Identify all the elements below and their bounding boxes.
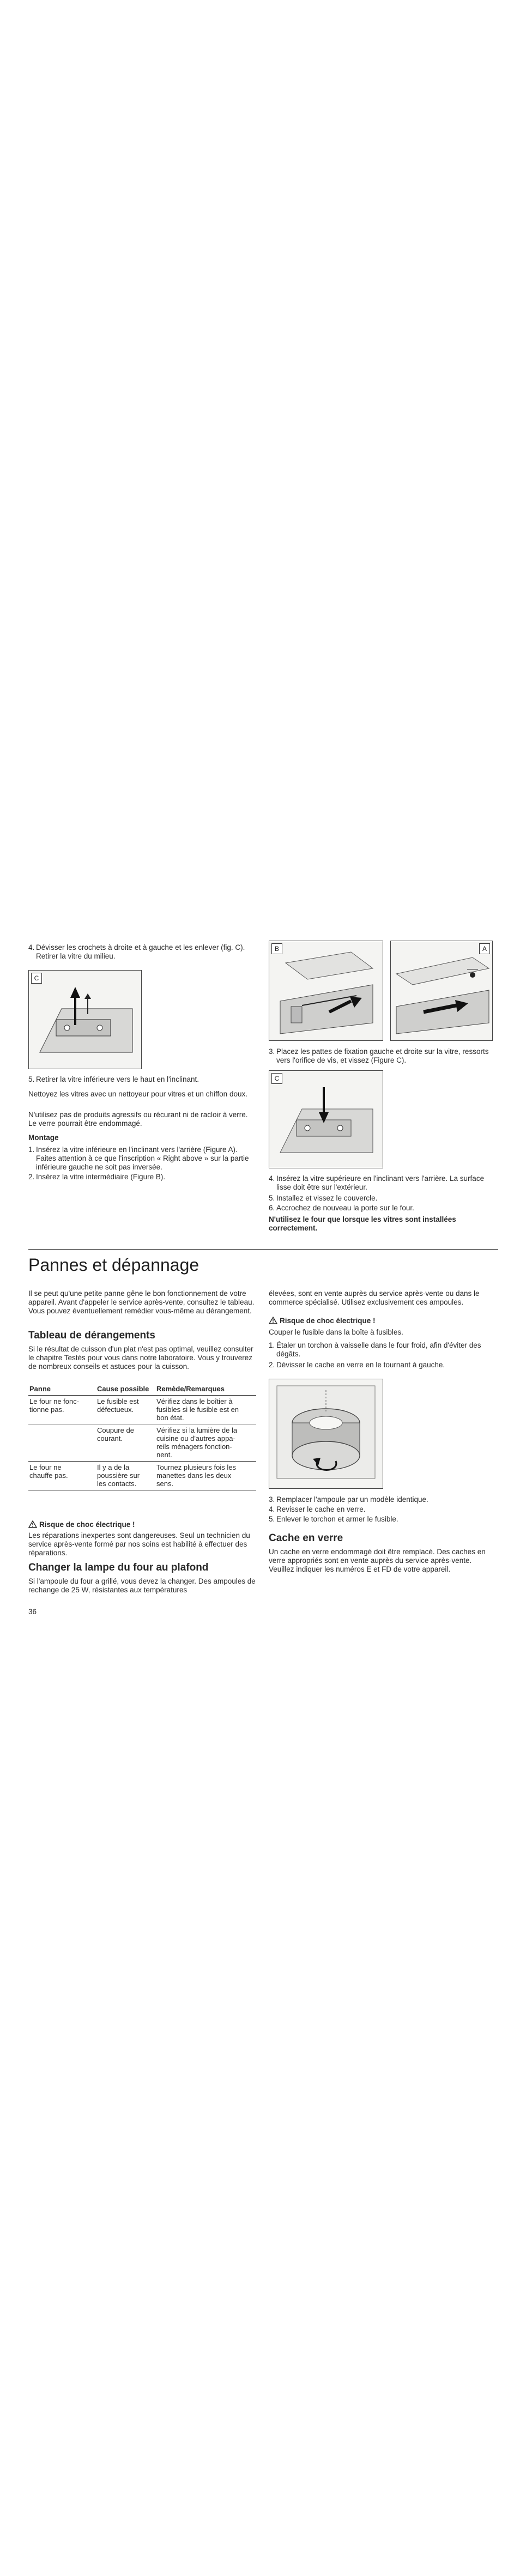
table-cell: Le fusible est défectueux. xyxy=(96,1396,155,1425)
lamp-cover-illustration xyxy=(269,1379,383,1488)
step-text: Accrochez de nouveau la porte sur le four. xyxy=(276,1204,414,1212)
step-number: 5. xyxy=(269,1515,275,1523)
warning-text: Couper le fusible dans la boîte à fusibles. xyxy=(269,1328,403,1336)
warning-electric-2 xyxy=(269,1317,498,1325)
intro-text: Il se peut qu'une petite panne gêne le bon fonctionnement de votre appareil. Avant d'appeler le service après-vente, consultez le tableau. Vous pouvez éventuellement remédier vous-même au dérangement. xyxy=(28,1289,255,1315)
table-cell: Tournez plusieurs fois les manettes dans les deux sens. xyxy=(155,1462,256,1490)
lower-pane-illustration xyxy=(391,941,492,1040)
montage-heading: Montage xyxy=(28,1134,59,1142)
step-text: Dévisser le cache en verre en le tournant à gauche. xyxy=(276,1361,445,1369)
disassembly-step-5 xyxy=(28,1075,256,1084)
table-intro: Si le résultat de cuisson d'un plat n'est pas optimal, veuillez consulter le chapitre Testés pour vous dans notre laboratoire. Vous y trouverez de nombreux conseils et astuces pour la cuisson. xyxy=(28,1345,253,1371)
middle-pane-illustration xyxy=(269,941,383,1040)
figure-label: C xyxy=(271,1073,282,1084)
step-text: Étaler un torchon à vaisselle dans le four froid, afin d'éviter des dégâts. xyxy=(276,1341,481,1358)
step-number: 3. xyxy=(269,1047,275,1056)
figure-label: C xyxy=(31,973,42,984)
warning-triangle-icon xyxy=(28,1520,37,1528)
figure-lamp-cover xyxy=(269,1379,383,1489)
table-row xyxy=(28,1462,256,1490)
figure-c-fixing-tabs xyxy=(269,1070,383,1168)
step-text: Insérez la vitre intermédiaire (Figure B). xyxy=(36,1173,166,1181)
step-text: Dévisser les crochets à droite et à gauche et les enlever (fig. C). Retirer la vitre du milieu. xyxy=(36,943,245,960)
step-number: 4. xyxy=(28,943,35,951)
fault-table xyxy=(28,1383,256,1490)
lamp-step-3 xyxy=(269,1495,498,1504)
figure-label: A xyxy=(479,943,490,954)
lamp-step-4 xyxy=(269,1505,498,1514)
table-row xyxy=(28,1396,256,1425)
table-heading: Tableau de dérangements xyxy=(28,1330,155,1341)
assembly-step-4 xyxy=(269,1174,498,1192)
montage-step-2 xyxy=(28,1173,256,1181)
step-number: 4. xyxy=(269,1505,275,1513)
cleaning-warning: N'utilisez pas de produits agressifs ou récurant ni de racloir à verre. Le verre pourrait être endommagé. xyxy=(28,1111,248,1128)
table-cell: Coupure de courant. xyxy=(96,1425,155,1462)
warning-text: Les réparations inexpertes sont dangereuses. Seul un technicien du service après-vente formé par nos soins est habilité à effectuer des réparations. xyxy=(28,1531,250,1557)
assembly-step-6 xyxy=(269,1204,498,1213)
figure-label: B xyxy=(271,943,282,954)
warning-title: Risque de choc électrique ! xyxy=(39,1520,135,1529)
warning-title: Risque de choc électrique ! xyxy=(280,1317,376,1325)
step-text: Enlever le torchon et armer le fusible. xyxy=(276,1515,398,1523)
step-number: 2. xyxy=(28,1173,35,1181)
assembly-step-3 xyxy=(269,1047,498,1065)
figure-a-lower-pane xyxy=(390,941,493,1041)
table-cell xyxy=(28,1425,96,1462)
step-text: Insérez la vitre supérieure en l'inclinant vers l'arrière. La surface lisse doit être sur l'extérieur. xyxy=(276,1174,485,1191)
table-row xyxy=(28,1425,256,1462)
assembly-note: N'utilisez le four que lorsque les vitres sont installées correctement. xyxy=(269,1215,456,1232)
step-number: 5. xyxy=(28,1075,35,1083)
section-divider xyxy=(28,1249,498,1250)
step-text: Retirer la vitre inférieure vers le haut en l'inclinant. xyxy=(36,1075,199,1083)
step-number: 6. xyxy=(269,1204,275,1212)
lamp-text-continued: élevées, sont en vente auprès du service après-vente ou dans le commerce spécialisé. Utilisez exclusivement ces ampoules. xyxy=(269,1289,480,1306)
cache-text: Un cache en verre endommagé doit être remplacé. Des caches en verre appropriés sont en vente auprès du service après-vente. Veuillez indiquer les numéros E et FD de votre appareil. xyxy=(269,1548,486,1573)
header-fault: Panne xyxy=(28,1383,96,1396)
header-remedy: Remède/Remarques xyxy=(155,1383,256,1396)
lamp-step-2 xyxy=(269,1361,498,1369)
table-cell: Vérifiez si la lumière de la cuisine ou d'autres appa- reils ménagers fonction- nent. xyxy=(155,1425,256,1462)
table-cell: Le four ne fonc- tionne pas. xyxy=(28,1396,96,1425)
step-text: Insérez la vitre inférieure en l'inclinant vers l'arrière (Figure A). Faites attention à ce que l'inscription « Right above » sur la partie inférieure gauche ne soit pas inversée. xyxy=(36,1145,249,1171)
step-text: Placez les pattes de fixation gauche et droite sur la vitre, ressorts vers l'orifice de vis, et vissez (Figure C). xyxy=(276,1047,489,1064)
step-number: 2. xyxy=(269,1361,275,1369)
lamp-step-5 xyxy=(269,1515,498,1524)
table-cell: Le four ne chauffe pas. xyxy=(28,1462,96,1490)
step-text: Revisser le cache en verre. xyxy=(276,1505,366,1513)
page-number: 36 xyxy=(28,1608,37,1616)
assembly-step-5 xyxy=(269,1194,498,1203)
warning-triangle-icon xyxy=(269,1317,277,1324)
montage-step-1 xyxy=(28,1145,256,1172)
lamp-text: Si l'ampoule du four a grillé, vous devez la changer. Des ampoules de rechange de 25 W, résistantes aux températures xyxy=(28,1577,256,1594)
figure-b-middle-pane xyxy=(269,941,383,1041)
disassembly-step-4 xyxy=(28,943,256,961)
section-title: Pannes et dépannage xyxy=(28,1255,199,1275)
step-number: 4. xyxy=(269,1174,275,1183)
cleaning-note: Nettoyez les vitres avec un nettoyeur pour vitres et un chiffon doux. xyxy=(28,1090,247,1098)
header-cause: Cause possible xyxy=(96,1383,155,1396)
cache-heading: Cache en verre xyxy=(269,1532,343,1544)
step-number: 1. xyxy=(28,1145,35,1154)
table-header-row xyxy=(28,1383,256,1396)
table-cell: Vérifiez dans le boîtier à fusibles si le fusible est en bon état. xyxy=(155,1396,256,1425)
warning-electric-1 xyxy=(28,1520,256,1529)
hook-illustration xyxy=(29,971,141,1069)
table-cell: Il y a de la poussière sur les contacts. xyxy=(96,1462,155,1490)
fixing-tabs-illustration xyxy=(269,1071,383,1168)
step-text: Installez et vissez le couvercle. xyxy=(276,1194,378,1202)
figure-c-remove-hooks xyxy=(28,970,142,1069)
lamp-heading: Changer la lampe du four au plafond xyxy=(28,1562,209,1573)
step-number: 5. xyxy=(269,1194,275,1202)
step-text: Remplacer l'ampoule par un modèle identique. xyxy=(276,1495,428,1504)
step-number: 3. xyxy=(269,1495,275,1504)
lamp-step-1 xyxy=(269,1341,498,1359)
step-number: 1. xyxy=(269,1341,275,1349)
